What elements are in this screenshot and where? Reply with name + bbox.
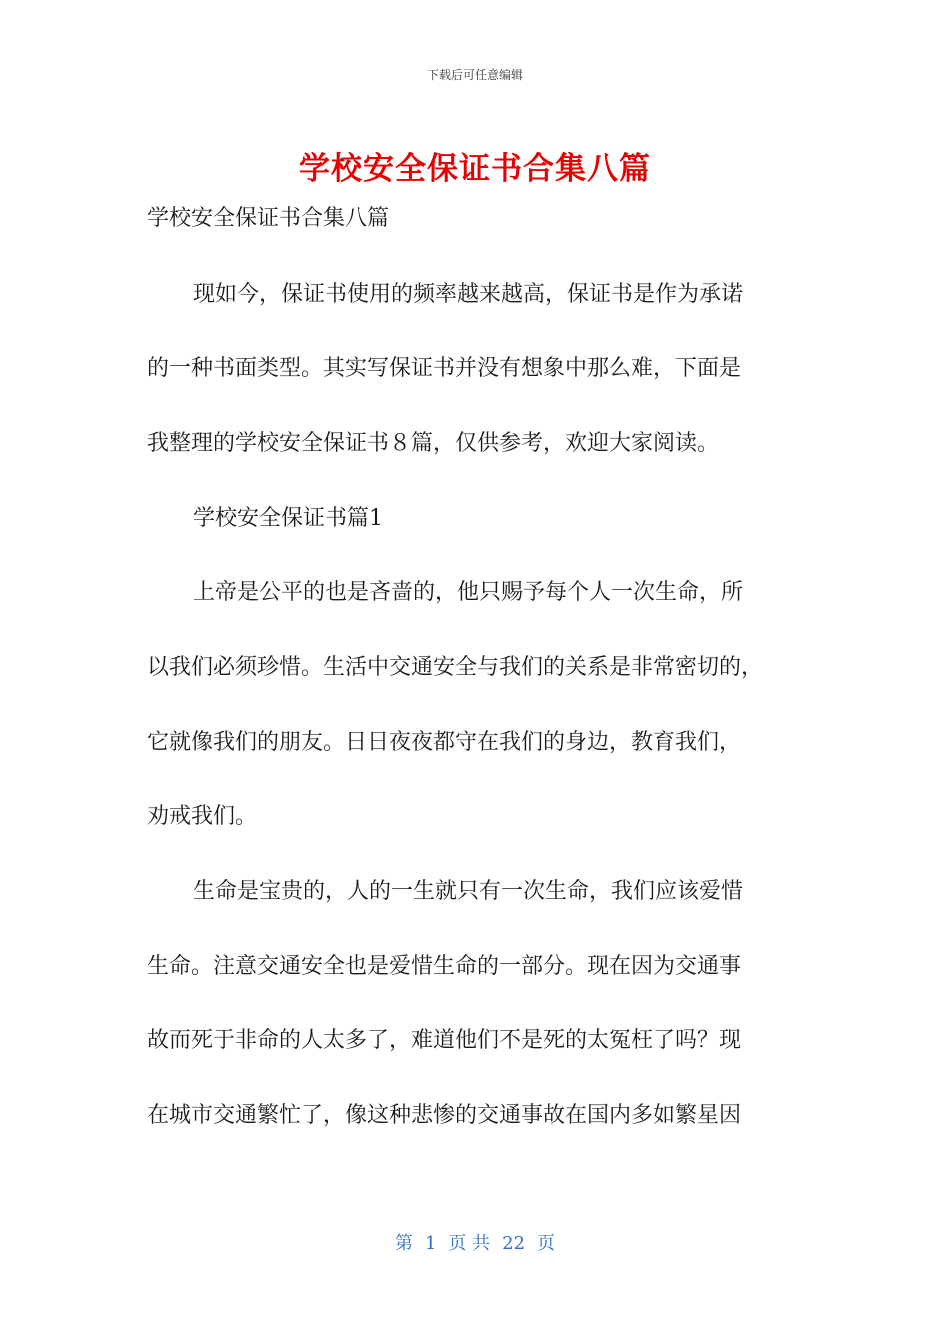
paragraph-line: 它就像我们的朋友。日日夜夜都守在我们的身边，教育我们， (147, 730, 742, 755)
paragraph-line: 我整理的学校安全保证书８篇，仅供参考，欢迎大家阅读。 (147, 431, 720, 456)
document-title: 学校安全保证书合集八篇 (299, 151, 651, 187)
footer-middle: 页 共 (448, 1233, 491, 1254)
footer-total-pages: 22 (502, 1233, 526, 1254)
page-footer (0, 1229, 950, 1255)
paragraph-line: 劝戒我们。 (147, 804, 258, 829)
paragraph-line: 故而死于非命的人太多了，难道他们不是死的太冤枉了吗？现 (147, 1028, 742, 1053)
footer-prefix: 第 (394, 1233, 413, 1254)
paragraph-line: 以我们必须珍惜。生活中交通安全与我们的关系是非常密切的， (147, 655, 764, 680)
paragraph-line: 的一种书面类型。其实写保证书并没有想象中那么难，下面是 (147, 356, 742, 381)
footer-suffix: 页 (537, 1233, 556, 1254)
paragraph-line: 在城市交通繁忙了，像这种悲惨的交通事故在国内多如繁星因 (147, 1103, 742, 1128)
section-heading: 学校安全保证书篇1 (193, 506, 383, 531)
footer-current-page: 1 (424, 1233, 437, 1254)
paragraph-line: 上帝是公平的也是吝啬的，他只赐予每个人一次生命，所 (193, 580, 744, 605)
subtitle-line: 学校安全保证书合集八篇 (147, 206, 390, 231)
paragraph-line: 现如今，保证书使用的频率越来越高，保证书是作为承诺 (193, 282, 744, 307)
paragraph-line: 生命。注意交通安全也是爱惜生命的一部分。现在因为交通事 (147, 954, 742, 979)
header-note: 下载后可任意编辑 (426, 68, 523, 82)
paragraph-line: 生命是宝贵的，人的一生就只有一次生命，我们应该爱惜 (193, 879, 744, 904)
